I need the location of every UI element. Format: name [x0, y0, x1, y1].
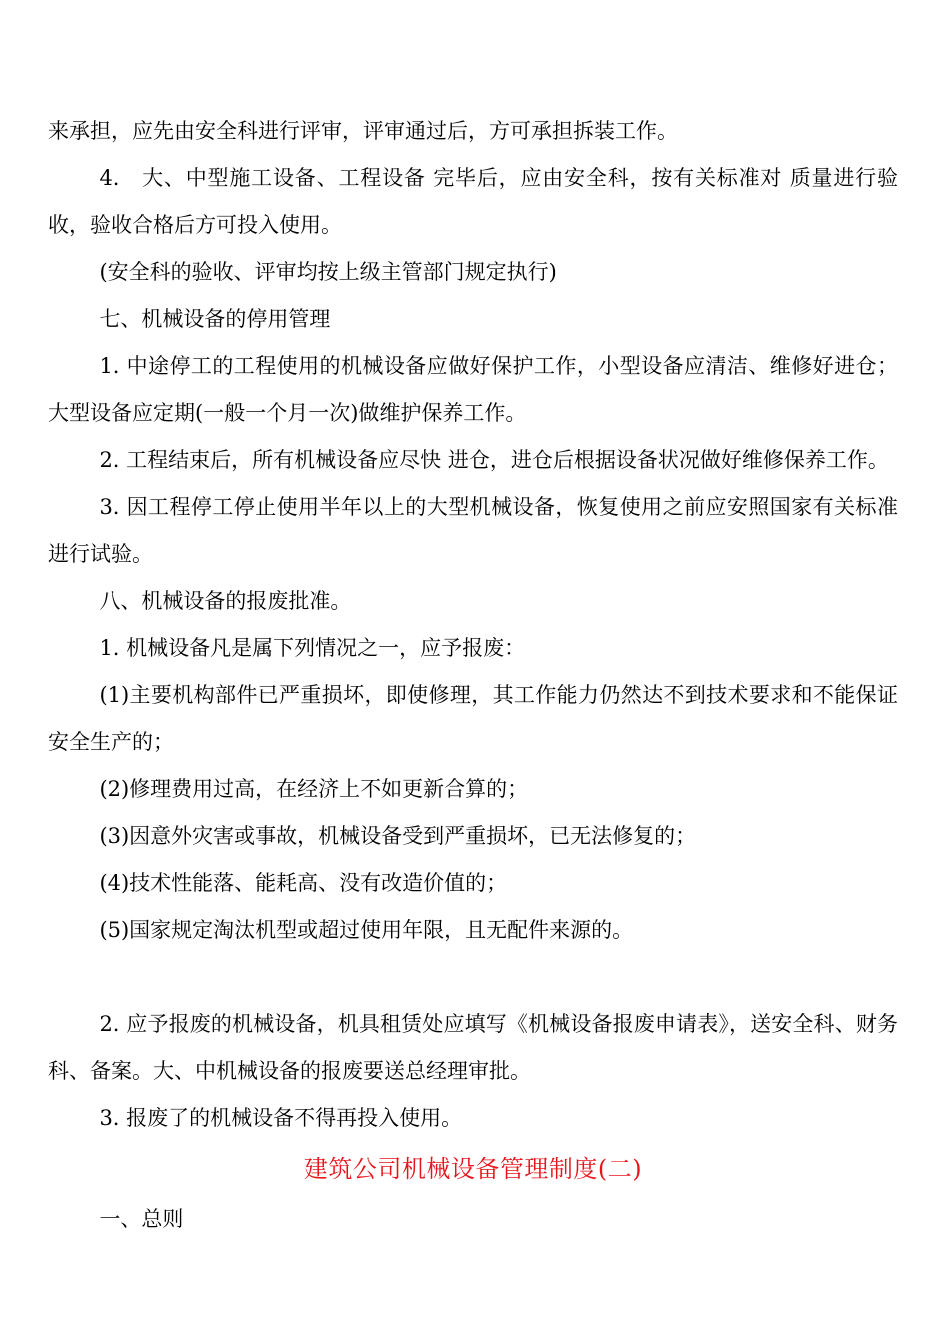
- section-title: 建筑公司机械设备管理制度(二): [303, 1155, 643, 1183]
- paragraph-7-1: 1. 中途停工的工程使用的机械设备应做好保护工作，小型设备应清洁、维修好进仓；大型设备应定期(一般一个月一次)做维护保养工作。: [48, 354, 898, 425]
- blank-line: [48, 954, 898, 1001]
- list-item-2: (2)修理费用过高，在经济上不如更新合算的；: [99, 777, 529, 801]
- paragraph-note: (安全科的验收、评审均按上级主管部门规定执行): [99, 260, 557, 284]
- heading-section-8: 八、机械设备的报废批准。: [99, 589, 352, 613]
- heading-general-provisions: 一、总则: [99, 1207, 184, 1231]
- paragraph-8-1: 1. 机械设备凡是属下列情况之一，应予报废：: [99, 636, 526, 660]
- list-item-1: (1)主要机构部件已严重损坏，即使修理，其工作能力仍然达不到技术要求和不能保证安全生产的；: [48, 683, 898, 754]
- paragraph-continued: 来承担，应先由安全科进行评审，评审通过后，方可承担拆装工作。: [48, 119, 678, 143]
- list-item-4: (4)技术性能落、能耗高、没有改造价值的；: [99, 871, 508, 895]
- list-item-3: (3)因意外灾害或事故，机械设备受到严重损坏，已无法修复的；: [99, 824, 697, 848]
- list-item-5: (5)国家规定淘汰机型或超过使用年限，且无配件来源的。: [99, 918, 634, 942]
- paragraph-7-3: 3. 因工程停工停止使用半年以上的大型机械设备，恢复使用之前应安照国家有关标准进行试验。: [48, 495, 898, 566]
- paragraph-8-3: 3. 报废了的机械设备不得再投入使用。: [99, 1106, 463, 1130]
- heading-section-7: 七、机械设备的停用管理: [99, 307, 331, 331]
- paragraph-item-4: 4. 大、中型施工设备、工程设备 完毕后，应由安全科，按有关标准对 质量进行验收，验收合格后方可投入使用。: [48, 166, 898, 237]
- paragraph-8-2: 2. 应予报废的机械设备，机具租赁处应填写《机械设备报废申请表》，送安全科、财务科、备案。大、中机械设备的报废要送总经理审批。: [48, 1012, 898, 1083]
- paragraph-7-2: 2. 工程结束后，所有机械设备应尽快 进仓，进仓后根据设备状况做好维修保养工作。: [99, 448, 889, 472]
